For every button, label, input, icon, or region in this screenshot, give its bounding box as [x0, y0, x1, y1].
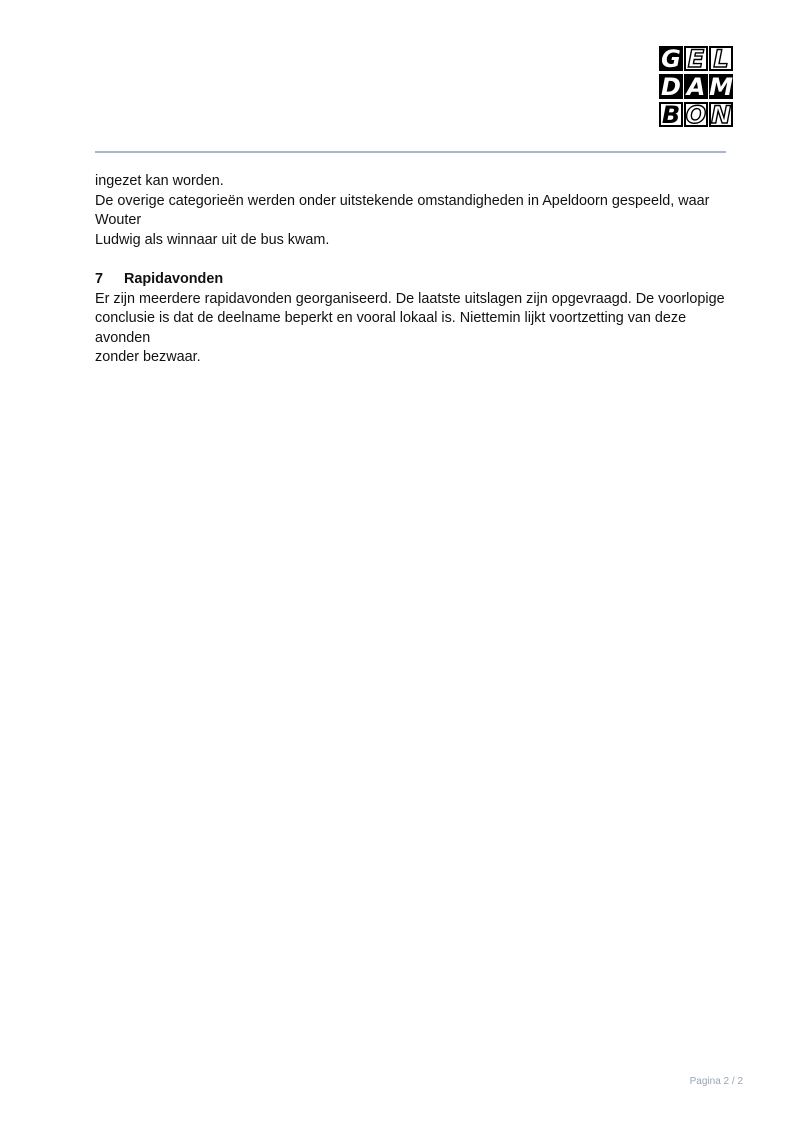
paragraph-line: Ludwig als winnaar uit de bus kwam. — [95, 231, 330, 248]
paragraph-line: conclusie is dat de deelname beperkt en vooral lokaal is. Niettemin lijkt voortzetting van deze avonden — [95, 310, 687, 346]
section-heading — [95, 270, 735, 290]
logo-row-2 — [659, 74, 743, 102]
organization-logo — [659, 46, 743, 130]
logo-letter: L — [709, 46, 733, 71]
page-number: Pagina 2 / 2 — [689, 1076, 743, 1087]
logo-letter: N — [710, 100, 732, 129]
paragraph-continuation: ingezet kan worden. — [95, 173, 224, 189]
document-body — [95, 172, 735, 368]
paragraph-line: Er zijn meerdere rapidavonden georganiseerd. De laatste uitslagen zijn opgevraagd. De voorlopige — [95, 290, 725, 307]
logo-row-1 — [659, 46, 743, 74]
logo-letter: A — [684, 74, 708, 99]
paragraph-line: De overige categorieën werden onder uitstekende omstandigheden in Apeldoorn gespeeld, waar Wouter — [95, 192, 710, 228]
paragraph-line: zonder bezwaar. — [95, 349, 201, 365]
logo-letter: G — [659, 46, 683, 71]
logo-letter: O — [685, 100, 707, 129]
section-number: 7 — [95, 271, 104, 287]
section-title: Rapidavonden — [124, 271, 224, 287]
logo-letter: M — [709, 72, 733, 101]
header-divider — [95, 151, 726, 153]
logo-letter: D — [659, 74, 683, 99]
logo-letter: B — [659, 102, 683, 127]
logo-letter: E — [684, 46, 708, 71]
logo-row-3 — [659, 102, 743, 130]
